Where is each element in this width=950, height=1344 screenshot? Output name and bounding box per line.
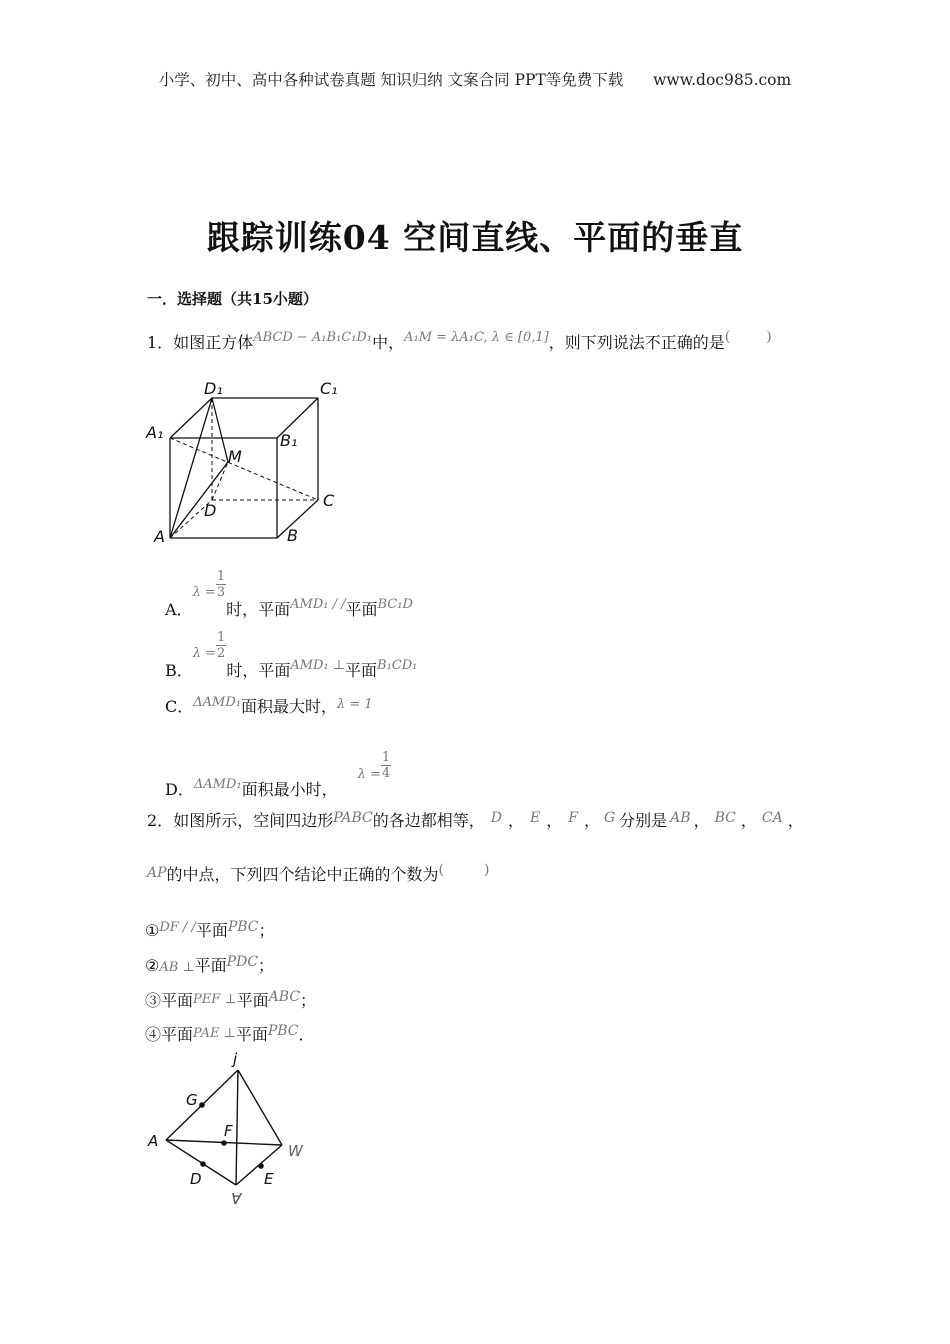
question-1-stem xyxy=(147,330,772,353)
q1-pre: 如图正方体 xyxy=(173,333,254,352)
q2-statement-2: ②AB ⊥平面PDC； xyxy=(145,954,275,975)
q2-statement-4: ④平面PAE ⊥平面PBC． xyxy=(145,1023,315,1044)
q1-option-b-label: B． xyxy=(165,661,193,680)
q1-option-b-fraction: $\frac{1}{2}$ xyxy=(217,630,226,661)
page-title: 跟踪训练04 空间直线、平面的垂直 xyxy=(206,218,744,257)
q1-option-a-label: A． xyxy=(165,600,193,619)
page-header xyxy=(0,68,950,90)
label-d: D xyxy=(190,1170,202,1188)
label-d1: D₁ xyxy=(204,379,223,398)
q1-cube-expr: ABCD − A₁B₁C₁D₁ xyxy=(253,330,373,345)
point-f xyxy=(221,1140,227,1146)
question-2-stem: 2．如图所示，空间四边形PABC的各边都相等， D ， E ， F ， G 分别是 AB ， BC ， CA ， xyxy=(147,810,804,830)
label-c: W xyxy=(288,1142,303,1160)
q1-option-a-lambda: λ = xyxy=(192,585,216,600)
label-m: M xyxy=(228,447,242,466)
label-a: A xyxy=(154,527,165,546)
label-b: B xyxy=(287,526,298,545)
q1-option-d-label: D． xyxy=(165,780,194,799)
q2-tetrahedron-figure xyxy=(140,1050,320,1210)
point-e xyxy=(258,1163,264,1169)
q1-option-c[interactable]: C．$^{\Delta AMD_1}$面积最大时，$^{\lambda = 1}$ xyxy=(165,695,373,716)
header-site-url[interactable]: www.doc985.com xyxy=(653,71,792,89)
label-c: C xyxy=(323,491,335,510)
question-2-stem-line2: AP的中点，下列四个结论中正确的个数为( ) xyxy=(147,862,490,884)
q2-paren-close: ) xyxy=(484,862,490,878)
label-a1: A₁ xyxy=(146,423,164,442)
q2-number: 2． xyxy=(147,811,174,830)
q2-statement-3: ③平面PEF ⊥平面ABC； xyxy=(145,989,317,1010)
q2-statement-1: ①$^{DF / /}$平面PBC； xyxy=(145,919,275,940)
section-heading: 一．选择题（共15小题） xyxy=(147,290,318,308)
q1-mid: 中， xyxy=(372,333,405,352)
q1-paren-open: ( xyxy=(724,329,731,345)
q1-number: 1． xyxy=(147,333,174,352)
q1-post: ，则下列说法不正确的是 xyxy=(548,333,725,352)
label-p: j xyxy=(233,1050,238,1068)
q1-option-a-fraction: $\frac{1}{3}$ xyxy=(216,569,226,600)
label-b1: B₁ xyxy=(280,431,298,450)
label-a: A xyxy=(148,1132,159,1150)
edge-pc xyxy=(238,1070,282,1145)
q1-cond-expr: A₁M = λA₁C, λ ∈ [0,1] xyxy=(404,330,549,345)
label-d: D xyxy=(204,501,217,520)
point-g xyxy=(199,1102,205,1108)
label-e: E xyxy=(264,1170,274,1188)
label-f: F xyxy=(224,1122,233,1140)
line-dm xyxy=(212,462,228,500)
point-d xyxy=(200,1161,206,1167)
line-d1m xyxy=(212,398,228,462)
edge-pb xyxy=(236,1070,238,1185)
q1-cube-figure xyxy=(140,378,350,548)
label-g: G xyxy=(186,1091,198,1109)
q1-paren-close: ) xyxy=(766,329,772,345)
q1-option-c-label: C． xyxy=(165,697,194,716)
q2-paren-open: ( xyxy=(438,862,445,878)
header-banner: 小学、初中、高中各种试卷真题 知识归纳 文案合同 PPT等免费下载 xyxy=(158,71,624,89)
label-c1: C₁ xyxy=(320,379,338,398)
q1-option-d[interactable]: D．$_{\Delta AMD_1}$面积最小时，$_{\lambda =}$ $\frac{1}{4}$ xyxy=(165,750,391,799)
q1-option-d-fraction: $\frac{1}{4}$ xyxy=(381,750,391,781)
label-b: Ɐ xyxy=(230,1190,241,1208)
q1-option-b[interactable]: B．$_{\lambda =}$ $\frac{1}{2}$ 时，平面$_{AMD_1 \perp}$平面$_{B_1CD_1}$ xyxy=(165,630,418,680)
q1-option-a[interactable]: A．$_{\lambda =}$ $\frac{1}{3}$ 时，平面$_{AMD_1 / /}$平面$_{BC_1D}$ xyxy=(165,569,413,619)
